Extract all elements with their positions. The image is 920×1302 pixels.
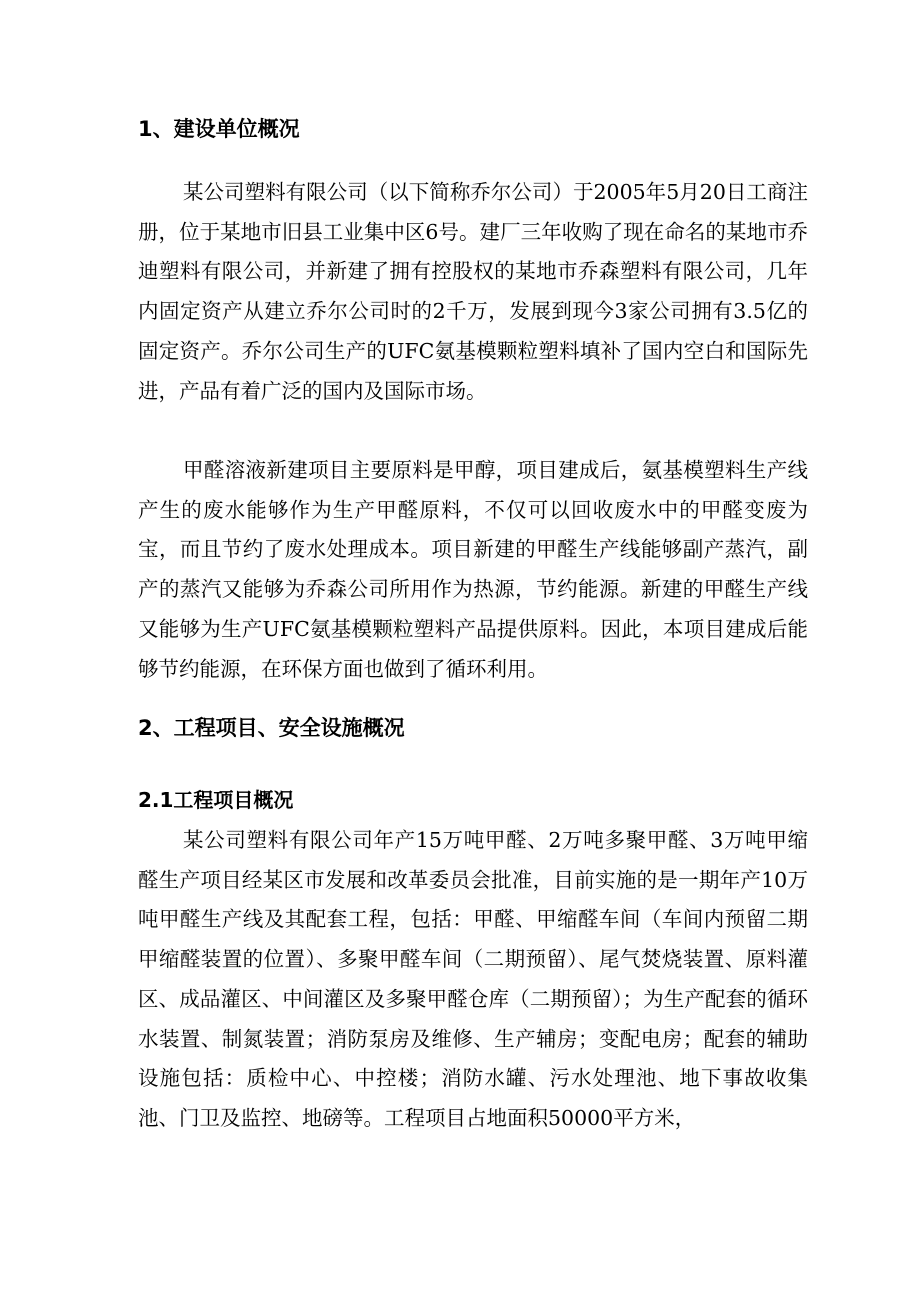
section-1-heading: 1、建设单位概况 [138,117,300,141]
section-1-paragraph-1: 某公司塑料有限公司（以下简称乔尔公司）于2005年5月20日工商注册，位于某地市旧县工业集中区6号。建厂三年收购了现在命名的某地市乔迪塑料有限公司，并新建了拥有控股权的某地市乔森塑料有限公司，几年内固定资产从建立乔尔公司时的2千万，发展到现今3家公司拥有3.5亿的固定资产。乔尔公司生产的UFC氨基模颗粒塑料填补了国内空白和国际先进，产品有着广泛的国内及国际市场。 [138,180,808,403]
section-2-1-paragraph-1: 某公司塑料有限公司年产15万吨甲醛、2万吨多聚甲醛、3万吨甲缩醛生产项目经某区市发展和改革委员会批准，目前实施的是一期年产10万吨甲醛生产线及其配套工程，包括：甲醛、甲缩醛车间（车间内预留二期甲缩醛装置的位置）、多聚甲醛车间（二期预留）、尾气焚烧装置、原料灌区、成品灌区、中间灌区及多聚甲醛仓库（二期预留）；为生产配套的循环水装置、制氮装置；消防泵房及维修、生产辅房；变配电房；配套的辅助设施包括：质检中心、中控楼；消防水罐、污水处理池、地下事故收集池、门卫及监控、地磅等。工程项目占地面积50000平方米， [138,828,808,1130]
section-1-paragraph-2: 甲醛溶液新建项目主要原料是甲醇，项目建成后，氨基模塑料生产线产生的废水能够作为生产甲醛原料，不仅可以回收废水中的甲醛变废为宝，而且节约了废水处理成本。项目新建的甲醛生产线能够副产蒸汽，副产的蒸汽又能够为乔森公司所用作为热源，节约能源。新建的甲醛生产线又能够为生产UFC氨基模颗粒塑料产品提供原料。因此，本项目建成后能够节约能源，在环保方面也做到了循环利用。 [138,458,808,681]
section-2-1-heading: 2.1工程项目概况 [138,788,294,812]
section-2-heading: 2、工程项目、安全设施概况 [138,716,405,740]
